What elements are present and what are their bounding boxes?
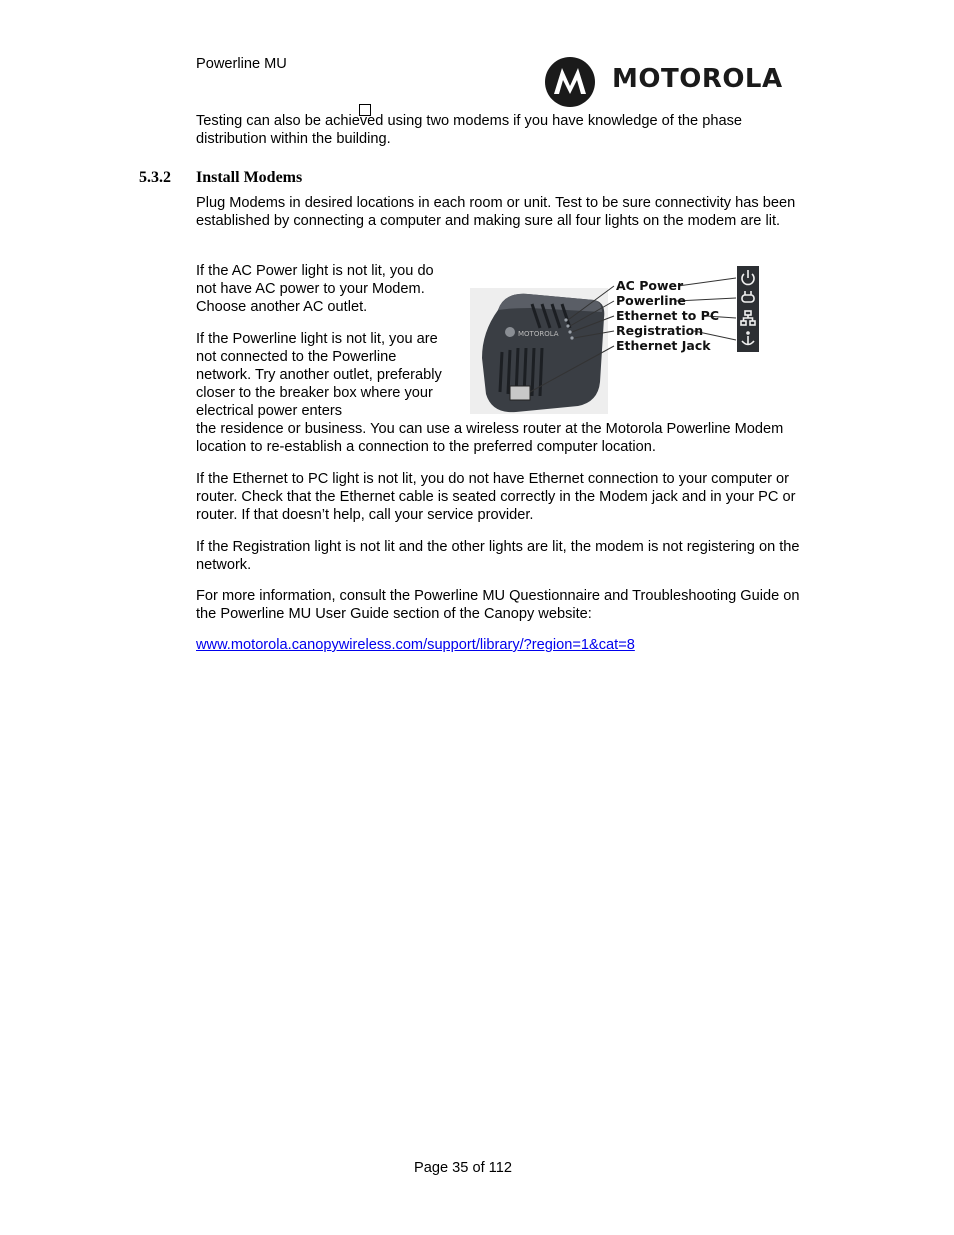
motorola-batwing-icon [544, 54, 600, 110]
header-doc-title: Powerline MU [196, 56, 287, 72]
registration-paragraph: If the Registration light is not lit and the other lights are lit, the modem is not registering on the network. [196, 539, 800, 573]
ethernet-jack [510, 386, 530, 400]
modem-figure [470, 262, 762, 414]
ac-power-paragraph: If the AC Power light is not lit, you do not have AC power to your Modem. Choose another AC outlet. [196, 263, 434, 315]
more-info-paragraph: For more information, consult the Powerline MU Questionnaire and Troubleshooting Guide on the Powerline MU User Guide section of the Canopy website: [196, 588, 800, 622]
callout-ethernet-jack: Ethernet Jack [616, 338, 711, 353]
brand-wordmark: MOTOROLA [612, 64, 783, 94]
motorola-logo [544, 54, 816, 110]
intro-paragraph: Testing can also be achieved using two modems if you have knowledge of the phase distribution within the building. [196, 113, 742, 147]
powerline-paragraph-end: the residence or business. You can use a wireless router at the Motorola Powerline Modem location to re-establish a connection to the preferred computer location. [196, 421, 784, 455]
callout-ac-power: AC Power [616, 278, 684, 293]
page-number: Page 35 of 112 [414, 1160, 512, 1176]
ethernet-paragraph: If the Ethernet to PC light is not lit, you do not have Ethernet connection to your computer or router. Check that the Ethernet cable is seated correctly in the Modem jack and in your PC or router. If that doesn’t help, call your service provider. [196, 471, 796, 523]
callout-registration: Registration [616, 323, 704, 338]
section-number: 5.3.2 [139, 169, 171, 186]
callout-ethernet-to-pc: Ethernet to PC [616, 308, 720, 323]
device-brand-label: MOTOROLA [518, 330, 559, 338]
callout-powerline: Powerline [616, 293, 686, 308]
powerline-paragraph-start: If the Powerline light is not lit, you are not connected to the Powerline network. Try another outlet, preferably closer to the breaker box where your electrical power enters [196, 331, 442, 419]
plug-paragraph: Plug Modems in desired locations in each room or unit. Test to be sure connectivity has been established by connecting a computer and making sure all four lights on the modem are lit. [196, 195, 796, 229]
section-title: Install Modems [196, 169, 303, 186]
canopy-library-link[interactable]: www.motorola.canopywireless.com/support/library/?region=1&cat=8 [196, 637, 635, 653]
